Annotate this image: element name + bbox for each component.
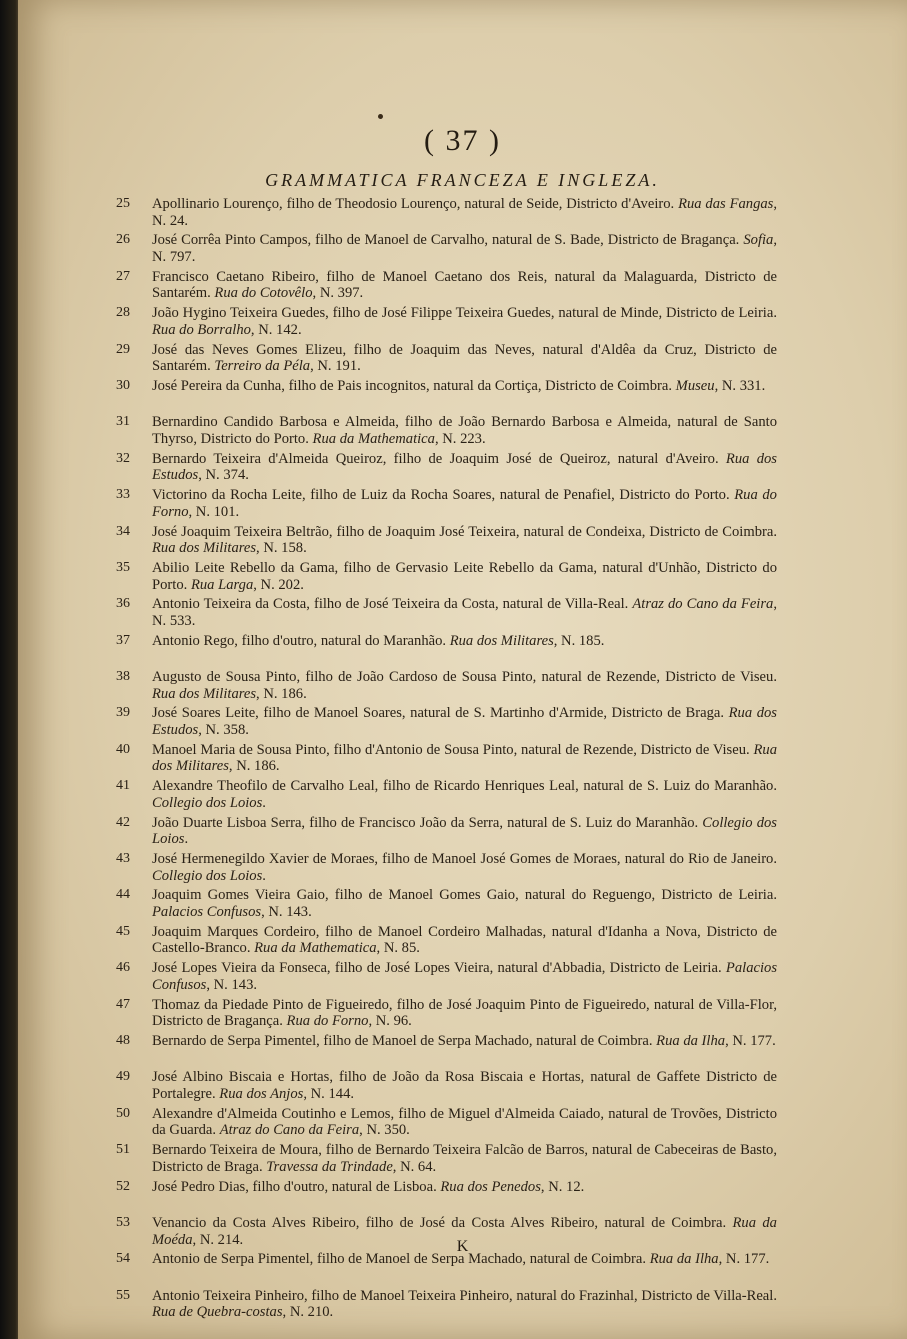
entry-text (152, 596, 777, 629)
entry-house-number: , N. 202. (253, 576, 304, 593)
entry-house-number: , N. 144. (303, 1085, 355, 1102)
entry-street: Rua dos Militares (152, 685, 257, 702)
entry-number: 44 (116, 887, 130, 903)
entry-number: 26 (116, 232, 130, 248)
entry-house-number: , N. 158. (256, 540, 307, 557)
entry-text (152, 887, 777, 920)
list-item (116, 1069, 776, 1105)
entry-number: 27 (116, 268, 130, 284)
entry-number: 50 (116, 1105, 130, 1121)
entry-street: Atraz do Cano da Feira (632, 596, 774, 613)
entry-street: Rua dos Militares (449, 632, 554, 649)
entry-street: Museu (675, 377, 715, 394)
list-item (116, 960, 776, 996)
entry-house-number: , N. 177. (725, 1032, 776, 1049)
entry-house-number: , N. 186. (228, 758, 280, 775)
entry-number: 31 (116, 414, 130, 430)
list-item (116, 633, 776, 669)
entry-description: José das Neves Gomes Elizeu, filho de Joaquim das Neves, natural d'Aldêa da Cruz, Districto de Santarém. (152, 341, 777, 375)
entry-text (152, 742, 777, 775)
list-item (116, 851, 776, 887)
entry-text (152, 196, 777, 229)
entry-description: Bernardo Teixeira d'Almeida Queiroz, filho de Joaquim José de Queiroz, natural d'Aveiro. (152, 450, 719, 467)
list-item (116, 305, 776, 341)
entry-house-number: , N. 177. (718, 1251, 770, 1268)
entry-number: 55 (116, 1287, 130, 1303)
list-item (116, 1033, 776, 1069)
entry-description: José Albino Biscaia e Hortas, filho de João da Rosa Biscaia e Hortas, natural de Gaffete Districto de Portalegre. (152, 1069, 777, 1102)
entry-number: 54 (116, 1251, 130, 1267)
entry-street: Rua da Moéda (152, 1214, 777, 1248)
entry-house-number: , N. 143. (206, 976, 258, 993)
entry-street: Rua da Mathematica (312, 430, 435, 447)
entry-street: Rua Larga (190, 576, 254, 593)
entry-house-number: , N. 143. (261, 904, 312, 921)
entry-street: Terreiro da Péla (214, 358, 311, 375)
entry-description: Alexandre Theofilo de Carvalho Leal, filho de Ricardo Henriques Leal, natural de S. Luiz do Maranhão. (152, 778, 777, 795)
entry-description: José Lopes Vieira da Fonseca, filho de José Lopes Vieira, natural d'Abbadia, Districto de Leiria. (152, 960, 722, 977)
entry-text (152, 1179, 777, 1196)
entry-description: Antonio de Serpa Pimentel, filho de Manoel de Serpa Machado, natural de Coimbra. (152, 1251, 647, 1268)
entry-description: Antonio Teixeira da Costa, filho de José Teixeira da Costa, natural de Villa-Real. (152, 596, 629, 613)
entry-description: Bernardo Teixeira de Moura, filho de Bernardo Teixeira Falcão de Barros, natural de Cabeceiras de Basto, Districto de Braga. (152, 1142, 777, 1175)
entry-text (152, 1288, 777, 1321)
entry-text (152, 1142, 777, 1175)
entry-text (152, 778, 777, 811)
entry-text (152, 487, 777, 520)
list-item (116, 524, 776, 560)
entry-house-number: , N. 331. (714, 377, 766, 394)
entry-house-number: , N. 797. (152, 232, 778, 265)
entry-house-number: , N. 186. (256, 685, 307, 702)
entry-street: Rua do Cotovêlo (214, 285, 313, 302)
list-item (116, 1179, 776, 1215)
entry-number: 38 (116, 669, 130, 685)
entry-number: 47 (116, 996, 130, 1012)
entry-number: 34 (116, 523, 130, 539)
book-page (18, 0, 907, 1339)
entry-street: Rua do Borralho (152, 321, 251, 338)
entry-description: Manoel Maria de Sousa Pinto, filho d'Antonio de Sousa Pinto, natural de Rezende, Districto de Viseu. (152, 741, 750, 758)
list-item (116, 705, 776, 741)
entry-text (152, 669, 777, 702)
entry-list (116, 196, 776, 1324)
list-item (116, 196, 776, 232)
list-item (116, 742, 776, 778)
entry-number: 45 (116, 923, 130, 939)
entry-text (152, 305, 777, 338)
list-item (116, 487, 776, 523)
entry-description: Francisco Caetano Ribeiro, filho de Manoel Caetano dos Reis, natural da Malaguarda, Districto de Santarém. (152, 268, 777, 302)
list-item (116, 560, 776, 596)
section-title: GRAMMATICA FRANCEZA E INGLEZA. (265, 170, 660, 190)
entry-number: 51 (116, 1142, 130, 1158)
entry-house-number: , N. 533. (152, 596, 777, 629)
entry-description: João Duarte Lisboa Serra, filho de Francisco João da Serra, natural de S. Luiz do Maranhão. (152, 814, 699, 831)
entry-street: Rua das Fangas (678, 196, 774, 212)
entry-street: Rua dos Anjos (219, 1085, 304, 1102)
ink-spot (378, 114, 383, 119)
entry-house-number: , N. 214. (192, 1231, 244, 1248)
entry-text (152, 378, 777, 395)
entry-description: Joaquim Marques Cordeiro, filho de Manoel Cordeiro Malhadas, natural d'Idanha a Nova, Districto de Castello-Branco. (152, 923, 777, 957)
entry-street: Palacios Confusos (152, 904, 262, 921)
entry-number: 33 (116, 487, 130, 503)
list-item (116, 269, 776, 305)
list-item (116, 232, 776, 268)
entry-description: Joaquim Gomes Vieira Gaio, filho de Manoel Gomes Gaio, natural do Reguengo, Districto de Leiria. (152, 887, 777, 904)
entry-text (152, 633, 777, 650)
entry-description: José Pereira da Cunha, filho de Pais incognitos, natural da Cortiça, Districto de Coimbra. (152, 377, 672, 394)
entry-street: Palacios Confusos (152, 960, 777, 993)
entry-number: 30 (116, 377, 130, 393)
list-item (116, 1142, 776, 1178)
list-item (116, 451, 776, 487)
entry-text (152, 560, 777, 593)
entry-house-number: , N. 185. (553, 632, 605, 649)
entry-house-number: , N. 85. (376, 940, 420, 957)
list-item (116, 669, 776, 705)
entry-description: João Hygino Teixeira Guedes, filho de José Filippe Teixeira Guedes, natural de Minde, Districto de Leiria. (152, 305, 777, 322)
entry-house-number: . (184, 831, 189, 848)
entry-number: 29 (116, 341, 130, 357)
entry-street: Collegio dos Loios (152, 867, 263, 884)
entry-description: Bernardino Candido Barbosa e Almeida, filho de João Bernardo Barbosa e Almeida, natural de Santo Thyrso, Districto do Porto. (152, 414, 777, 447)
entry-text (152, 342, 777, 375)
entry-description: José Pedro Dias, filho d'outro, natural de Lisboa. (152, 1178, 437, 1195)
entry-description: José Soares Leite, filho de Manoel Soares, natural de S. Martinho d'Armide, Districto de Braga. (152, 705, 725, 722)
entry-street: Rua dos Estudos (152, 705, 777, 739)
entry-house-number: , N. 64. (392, 1158, 437, 1175)
entry-street: Rua da Mathematica (254, 940, 377, 957)
entry-street: Collegio dos Loios (152, 794, 263, 811)
entry-street: Collegio dos Loios (152, 814, 777, 848)
entry-text (152, 851, 777, 884)
entry-number: 52 (116, 1178, 130, 1194)
entry-house-number: , N. 96. (368, 1013, 412, 1030)
entry-street: Atraz do Cano da Feira (219, 1122, 360, 1139)
entry-house-number: , N. 142. (250, 321, 302, 338)
entry-text (152, 524, 777, 557)
entry-text (152, 451, 777, 484)
entry-description: Bernardo de Serpa Pimentel, filho de Manoel de Serpa Machado, natural de Coimbra. (152, 1032, 653, 1049)
entry-text (152, 815, 777, 848)
entry-number: 28 (116, 305, 130, 321)
entry-street: Rua da Ilha (656, 1032, 726, 1049)
entry-text (152, 705, 777, 738)
entry-text (152, 1033, 777, 1050)
entry-house-number: , N. 350. (359, 1122, 410, 1139)
entry-street: Rua do Forno (286, 1013, 369, 1030)
entry-description: Abilio Leite Rebello da Gama, filho de Gervasio Leite Rebello da Gama, natural d'Unhão, Districto do Porto. (152, 559, 777, 593)
list-item (116, 1251, 776, 1287)
signature-mark: K (456, 1238, 469, 1255)
entry-house-number: , N. 397. (312, 285, 364, 302)
entry-house-number: , N. 374. (198, 467, 249, 484)
entry-house-number: , N. 223. (434, 430, 486, 447)
list-item (116, 414, 776, 450)
page-number: ( 37 ) (424, 124, 501, 157)
entry-number: 36 (116, 596, 130, 612)
entry-number: 41 (116, 778, 130, 794)
entry-house-number: , N. 210. (282, 1304, 334, 1321)
entry-description: Venancio da Costa Alves Ribeiro, filho de José da Costa Alves Ribeiro, natural de Coimbra. (152, 1214, 727, 1231)
list-item (116, 924, 776, 960)
entry-description: Augusto de Sousa Pinto, filho de João Cardoso de Sousa Pinto, natural de Rezende, Districto de Viseu. (152, 669, 777, 686)
entry-house-number: . (262, 867, 266, 884)
entry-text (152, 414, 777, 447)
entry-description: Alexandre d'Almeida Coutinho e Lemos, filho de Miguel d'Almeida Caiado, natural de Trovões, Districto da Guarda. (152, 1105, 777, 1139)
entry-street: Rua dos Penedos (440, 1178, 541, 1195)
entry-street: Rua dos Militares (152, 540, 257, 557)
entry-house-number: , N. 12. (540, 1178, 585, 1195)
list-item (116, 815, 776, 851)
entry-number: 53 (116, 1214, 130, 1230)
entry-number: 43 (116, 851, 130, 867)
entry-number: 49 (116, 1069, 130, 1085)
entry-number: 37 (116, 632, 130, 648)
entry-street: Rua da Ilha (649, 1251, 719, 1268)
entry-text (152, 1106, 777, 1139)
entry-number: 35 (116, 559, 130, 575)
list-item (116, 1106, 776, 1142)
list-item (116, 342, 776, 378)
entry-house-number: , N. 358. (198, 722, 249, 739)
entry-description: Apollinario Lourenço, filho de Theodosio Lourenço, natural de Seide, Districto d'Aveiro. (152, 196, 675, 212)
entry-street: Rua dos Estudos (152, 450, 777, 484)
entry-number: 39 (116, 705, 130, 721)
entry-number: 40 (116, 741, 130, 757)
entry-description: Thomaz da Piedade Pinto de Figueiredo, filho de José Joaquim Pinto de Figueiredo, natural de Villa-Flor, Districto de Bragança. (152, 996, 777, 1030)
entry-number: 25 (116, 196, 130, 211)
entry-number: 32 (116, 450, 130, 466)
entry-house-number: , N. 101. (188, 503, 240, 520)
entry-number: 46 (116, 960, 130, 976)
list-item (116, 378, 776, 414)
entry-description: Antonio Rego, filho d'outro, natural do Maranhão. (152, 632, 447, 649)
entry-description: José Hermenegildo Xavier de Moraes, filho de Manoel José Gomes de Moraes, natural do Rio de Janeiro. (152, 851, 777, 868)
entry-street: Rua de Quebra-costas (152, 1304, 283, 1321)
list-item (116, 997, 776, 1033)
entry-text (152, 997, 777, 1030)
entry-street: Rua do Forno (152, 487, 777, 520)
entry-text (152, 269, 777, 302)
entry-description: Antonio Teixeira Pinheiro, filho de Manoel Teixeira Pinheiro, natural do Frazinhal, Districto de Villa-Real. (152, 1287, 777, 1304)
entry-description: Victorino da Rocha Leite, filho de Luiz da Rocha Soares, natural de Penafiel, Districto do Porto. (152, 487, 730, 504)
entry-number: 42 (116, 814, 130, 830)
entry-house-number: . (262, 794, 266, 811)
list-item (116, 778, 776, 814)
entry-street: Rua dos Militares (152, 741, 777, 775)
entry-house-number: , N. 191. (310, 358, 361, 375)
entry-number: 48 (116, 1032, 130, 1048)
list-item (116, 887, 776, 923)
entry-text (152, 1069, 777, 1102)
entry-house-number: , N. 24. (152, 196, 778, 229)
entry-description: José Corrêa Pinto Campos, filho de Manoel de Carvalho, natural de S. Bade, Districto de Bragança. (152, 232, 740, 249)
entry-text (152, 960, 777, 993)
entry-street: Sofia (743, 232, 774, 249)
entry-description: José Joaquim Teixeira Beltrão, filho de Joaquim José Teixeira, natural de Condeixa, Districto de Coimbra. (152, 523, 777, 540)
entry-text (152, 924, 777, 957)
list-item (116, 1288, 776, 1324)
entry-text (152, 232, 777, 265)
list-item (116, 596, 776, 632)
entry-street: Travessa da Trindade (266, 1158, 393, 1175)
